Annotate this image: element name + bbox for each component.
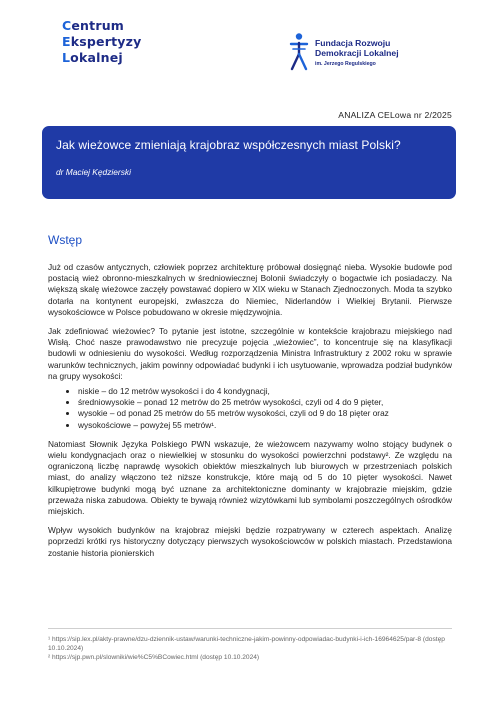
height-classification-list xyxy=(48,386,452,431)
title-banner xyxy=(42,126,456,199)
paragraph: Wpływ wysokich budynków na krajobraz miejski będzie rozpatrywany w czterech aspektach. Analizę poprzedzi krótki rys historyczny dotyczący pierwszych wysokościowców w polskich miastach. Przedstawiona zostanie historia pionierskich xyxy=(48,525,452,558)
list-item: • wysokościowe – powyżej 55 metrów¹. xyxy=(78,420,452,431)
page-title: Jak wieżowce zmieniają krajobraz współczesnych miast Polski? xyxy=(56,138,401,152)
logo-right-line-2: Demokracji Lokalnej xyxy=(315,48,399,58)
footnotes xyxy=(48,635,452,662)
author: dr Maciej Kędzierski xyxy=(56,167,131,177)
logo-left-word-2: kspertyzy xyxy=(70,34,142,49)
list-item: • niskie – do 12 metrów wysokości i do 4 kondygnacji, xyxy=(78,386,452,397)
logo-left-word-1: entrum xyxy=(71,18,125,33)
paragraph: Natomiast Słownik Języka Polskiego PWN wskazuje, że wieżowcem nazywamy wolno stojący budynek o wielu kondygnacjach oraz o niewielkiej w stosunku do wysokości powierzchni podstawy². Ze względu na ograniczoną liczbę naprawdę wysokich obiektów mieszkalnych lub biurowych w przestrzeniach polskich miast, do analizy włączono też niższe konstrukcje, które mają od 5 do 10 pięter wysokości. Nawet kilkupiętrowe budynki mogą być uznane za architektoniczne dominanty w krajobrazie miejskim, gdzie przeważa niska zabudowa. Obiekty te bywają również wizytówkami lub symbolami poszczególnych ośrodków miejskich. xyxy=(48,438,452,517)
logo-right-line-1: Fundacja Rozwoju xyxy=(315,38,391,48)
logo-right-line-3: im. Jerzego Regulskiego xyxy=(315,61,376,67)
paragraph: Jak zdefiniować wieżowiec? To pytanie jest istotne, szczególnie w kontekście krajobrazu miejskiego nad Wisłą. Choć nasze prawodawstwo nie precyzuje pojęcia „wieżowiec”, to koncentruje się na klasyfikacji budowli w odniesieniu do wysokości. Według rozporządzenia Ministra Infrastruktury z 2002 roku w sprawie warunków technicznych, jakim powinny odpowiadać budynki i ich usytuowanie, wprowadza podział budynków na grupy wysokości: xyxy=(48,326,452,381)
body-text xyxy=(48,262,452,567)
footnote-divider xyxy=(48,628,452,629)
logo-left-word-3: okalnej xyxy=(70,50,123,65)
footnote-1[interactable]: ¹ https://sip.lex.pl/akty-prawne/dzu-dziennik-ustaw/warunki-techniczne-jakim-powinny-odpowiadac-budynki-i-ich-16964625/par-8 (dostęp 10.10.2024) xyxy=(48,636,445,652)
paragraph: Już od czasów antycznych, człowiek poprzez architekturę próbował dosięgnąć nieba. Wysokie budowle pod postacią wież obronno-mieszkalnych w średniowiecznej Bolonii świadczyły o bogactwie ich posiadaczy. Na większą skalę wieżowce zaczęły powstawać dopiero w XIX wieku w Stanach Zjednoczonych. Moda ta szybko dotarła na kontynent europejski, zwłaszcza do Niemiec, Niderlandów i Wielkiej Brytanii. Pierwsze wysokościowce w Polsce pobudowano w okresie międzywojnia. xyxy=(48,262,452,317)
logo-centrum-ekspertyzy-lokalnej xyxy=(62,18,141,66)
logo-left-initial-1: C xyxy=(62,18,72,33)
footnote-2[interactable]: ² https://sjp.pwn.pl/slowniki/wie%C5%BCowiec.html (dostęp 10.10.2024) xyxy=(48,654,260,661)
fundacja-figure-icon xyxy=(288,32,310,72)
logo-left-initial-3: L xyxy=(62,50,71,65)
issue-number: ANALIZA CELowa nr 2/2025 xyxy=(338,110,452,120)
list-item: • średniowysokie – ponad 12 metrów do 25 metrów wysokości, czyli od 4 do 9 pięter, xyxy=(78,397,452,408)
logo-fundacja xyxy=(288,32,399,72)
list-item: • wysokie – od ponad 25 metrów do 55 metrów wysokości, czyli od 9 do 18 pięter oraz xyxy=(78,408,452,419)
logo-left-initial-2: E xyxy=(62,34,71,49)
section-heading: Wstęp xyxy=(48,233,83,247)
